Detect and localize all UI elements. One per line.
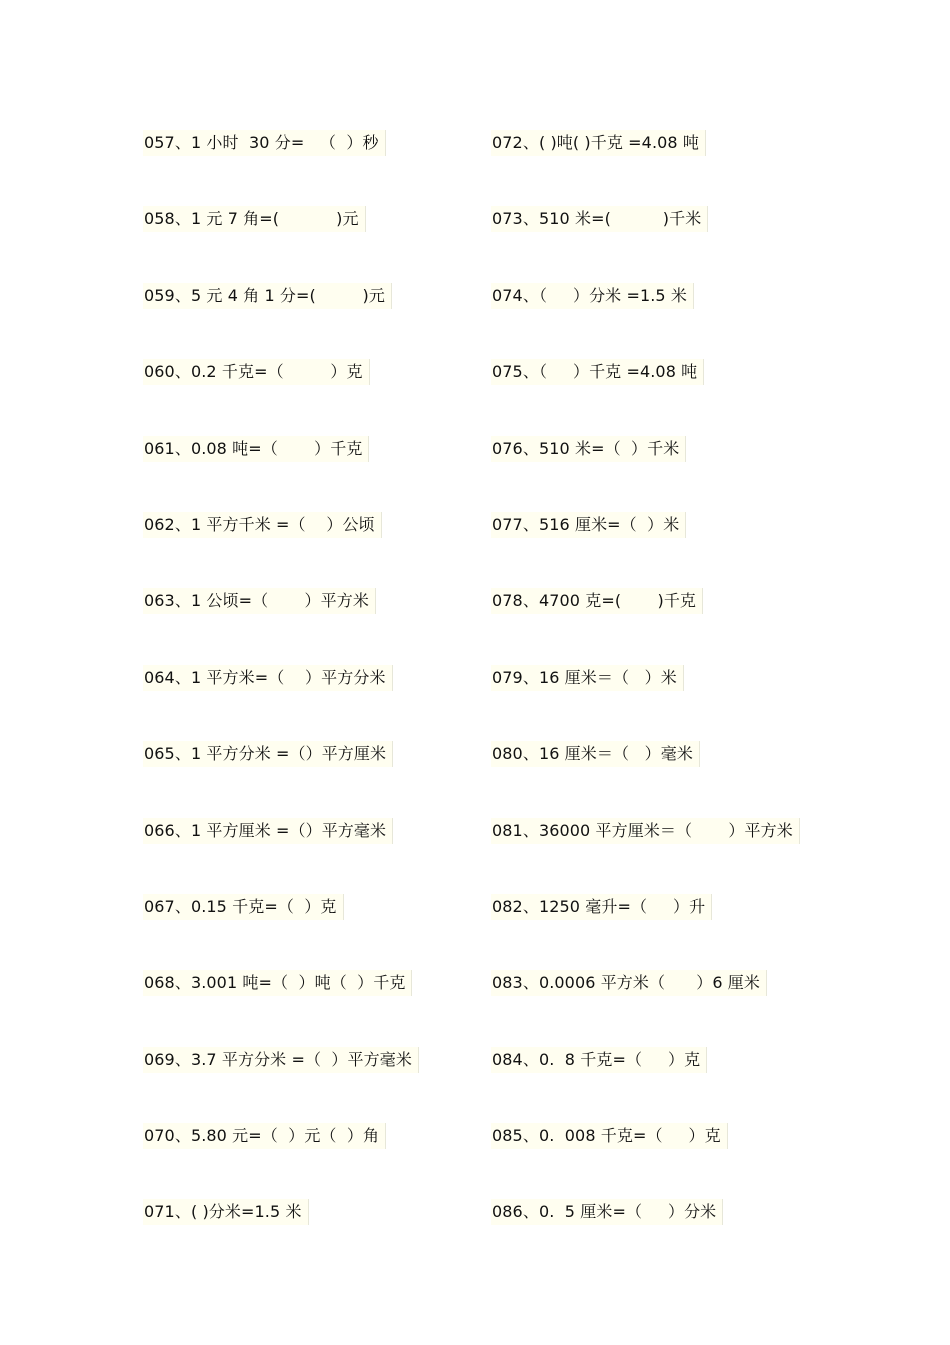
- question-065: [143, 741, 419, 817]
- question-text: 071、( )分米=1.5 米: [143, 1199, 309, 1225]
- question-text: 058、1 元 7 角=( )元: [143, 206, 366, 232]
- question-text: 063、1 公顷=（ ）平方米: [143, 588, 376, 614]
- question-057: [143, 130, 419, 206]
- question-080: [491, 741, 800, 817]
- question-070: [143, 1123, 419, 1199]
- question-062: [143, 512, 419, 588]
- question-text: 069、3.7 平方分米 =（ ）平方毫米: [143, 1047, 419, 1073]
- question-text: 075、（ ）千克 =4.08 吨: [491, 359, 704, 385]
- question-072: [491, 130, 800, 206]
- question-text: 080、16 厘米＝（ ）毫米: [491, 741, 700, 767]
- question-text: 068、3.001 吨=（ ）吨（ ）千克: [143, 970, 412, 996]
- question-text: 064、1 平方米=（ ）平方分米: [143, 665, 393, 691]
- question-069: [143, 1047, 419, 1123]
- left-question-column: [143, 130, 419, 1276]
- question-text: 077、516 厘米=（ ）米: [491, 512, 686, 538]
- question-text: 081、36000 平方厘米＝（ ）平方米: [491, 818, 800, 844]
- question-text: 082、1250 毫升=（ ）升: [491, 894, 712, 920]
- question-058: [143, 206, 419, 282]
- question-085: [491, 1123, 800, 1199]
- question-082: [491, 894, 800, 970]
- question-066: [143, 818, 419, 894]
- question-084: [491, 1047, 800, 1123]
- question-text: 062、1 平方千米 =（ ）公顷: [143, 512, 382, 538]
- question-074: [491, 283, 800, 359]
- question-079: [491, 665, 800, 741]
- question-text: 066、1 平方厘米 =（）平方毫米: [143, 818, 393, 844]
- question-text: 061、0.08 吨=（ ）千克: [143, 436, 369, 462]
- question-text: 078、4700 克=( )千克: [491, 588, 703, 614]
- question-text: 079、16 厘米＝（ ）米: [491, 665, 684, 691]
- question-text: 059、5 元 4 角 1 分=( )元: [143, 283, 392, 309]
- question-text: 057、1 小时 30 分= （ ）秒: [143, 130, 386, 156]
- question-text: 086、0. 5 厘米=（ ）分米: [491, 1199, 723, 1225]
- question-text: 065、1 平方分米 =（）平方厘米: [143, 741, 393, 767]
- question-059: [143, 283, 419, 359]
- question-060: [143, 359, 419, 435]
- question-067: [143, 894, 419, 970]
- question-text: 067、0.15 千克=（ ）克: [143, 894, 344, 920]
- question-063: [143, 588, 419, 664]
- question-text: 060、0.2 千克=（ ）克: [143, 359, 370, 385]
- question-075: [491, 359, 800, 435]
- question-073: [491, 206, 800, 282]
- question-text: 074、（ ）分米 =1.5 米: [491, 283, 694, 309]
- question-064: [143, 665, 419, 741]
- right-question-column: [491, 130, 800, 1276]
- question-061: [143, 436, 419, 512]
- question-text: 076、510 米=（ ）千米: [491, 436, 686, 462]
- question-text: 084、0. 8 千克=（ ）克: [491, 1047, 707, 1073]
- question-076: [491, 436, 800, 512]
- question-text: 072、( )吨( )千克 =4.08 吨: [491, 130, 706, 156]
- question-068: [143, 970, 419, 1046]
- question-086: [491, 1199, 800, 1275]
- question-071: [143, 1199, 419, 1275]
- question-083: [491, 970, 800, 1046]
- question-081: [491, 818, 800, 894]
- question-text: 083、0.0006 平方米（ ）6 厘米: [491, 970, 767, 996]
- question-077: [491, 512, 800, 588]
- question-text: 085、0. 008 千克=（ ）克: [491, 1123, 728, 1149]
- question-text: 073、510 米=( )千米: [491, 206, 708, 232]
- question-text: 070、5.80 元=（ ）元（ ）角: [143, 1123, 386, 1149]
- question-078: [491, 588, 800, 664]
